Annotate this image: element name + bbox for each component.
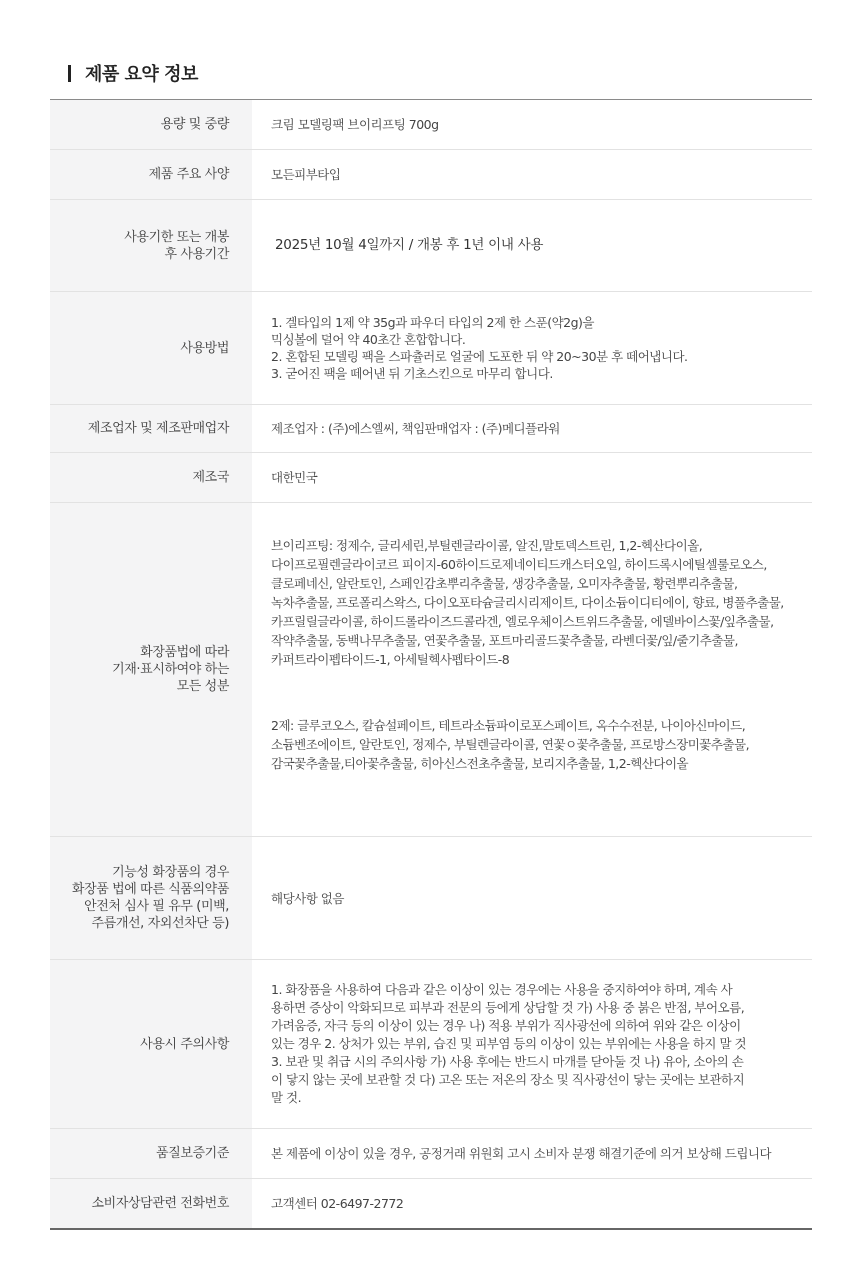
table-row-quality (50, 1129, 812, 1179)
row-value-container (252, 200, 812, 291)
table-row-capacity (50, 100, 812, 150)
row-value: 2025년 10월 4일까지 / 개봉 후 1년 이내 사용 (275, 237, 544, 253)
row-label: 사용시 주의사항 (50, 960, 252, 1128)
table-row-expiry (50, 200, 812, 292)
row-value: 해당사항 없음 (271, 890, 344, 906)
row-label: 사용방법 (50, 292, 252, 404)
table-row-caution (50, 960, 812, 1129)
table-row-manufacturer (50, 405, 812, 453)
row-label: 화장품법에 따라 기재·표시하여야 하는 모든 성분 (50, 503, 252, 836)
row-label: 소비자상담관련 전화번호 (50, 1179, 252, 1228)
row-value: 모든피부타입 (271, 167, 341, 182)
row-label: 품질보증기준 (50, 1129, 252, 1178)
row-label: 용량 및 중량 (50, 100, 252, 149)
ingredients-block (271, 519, 831, 790)
ingredients-part2: 2제: 글루코오스, 칼슘설페이트, 테트라소듐파이로포스페이트, 옥수수전분, 나이아신마이드, 소듐벤조에이트, 알란토인, 정제수, 부틸렌글라이콜, 연꽃ㅇ꽃추출물, 프로방스장미꽃추출물, 감국꽃추출물,티아꽃추출물, 히아신스전초추출물, 보리지추출물, 1,2-헥산다이올 (271, 718, 750, 771)
product-info-table (50, 99, 812, 1230)
section-header-bar (68, 65, 71, 82)
table-row-country (50, 453, 812, 503)
row-value-container (252, 503, 831, 836)
row-value: 크림 모델링팩 브이리프팅 700g (271, 117, 439, 132)
section-header (68, 56, 198, 90)
table-row-usage (50, 292, 812, 405)
ingredients-part1: 브이리프팅: 정제수, 글리세린,부틸렌글라이콜, 알진,말토덱스트린, 1,2-헥산다이올, 다이프로필렌글라이코르 피이지-60하이드로제네이티드캐스터오일, 하이드록시에틸셀룰로오스, 클로페네신, 알란토인, 스페인감초뿌리추출물, 생강추출물, 오미자추출물, 황련뿌리추출물, 녹차추출물, 프로폴리스왁스, 다이오포타슘글리시리제이트, 다이소듐이디티에이, 향료, 병풀추출물, 카프릴릴글라이콜, 하이드롤라이즈드콜라겐, 엘로우체이스트위드추출물, 에델바이스꽃/잎추출물, 작약추출물, 동백나무추출물, 연꽃추출물, 포트마리골드꽃추출물, 라벤더꽃/잎/줄기추출물, 카퍼트라이펩타이드-1, 아세틸헥사펩타이드-8 (271, 538, 784, 667)
row-value: 제조업자 : (주)에스엘씨, 책임판매업자 : (주)메디플라워 (271, 421, 560, 436)
table-row-spec (50, 150, 812, 200)
row-label: 기능성 화장품의 경우 화장품 법에 따른 식품의약품 안전처 심사 필 유무 (미백, 주름개선, 자외선차단 등) (50, 837, 252, 959)
section-title: 제품 요약 정보 (85, 64, 198, 85)
row-value: 1. 화장품을 사용하여 다음과 같은 이상이 있는 경우에는 사용을 중지하여야 하며, 계속 사 용하면 증상이 악화되므로 피부과 전문의 등에게 상담할 것 가) 사용 중 붉은 반점, 부어오름, 가려움증, 자극 등의 이상이 있는 경우 나) 적용 부위가 직사광선에 의하여 위와 같은 이상이 있는 경우 2. 상처가 있는 부위, 습진 및 피부염 등의 이상이 있는 부위에는 사용을 하지 말 것 3. 보관 및 취급 시의 주의사항 가) 사용 후에는 반드시 마개를 닫아둘 것 나) 유아, 소아의 손 이 닿지 않는 곳에 보관할 것 다) 고온 또는 저온의 장소 및 직사광선이 닿는 곳에는 보관하지 말 것. (271, 982, 747, 1105)
table-row-functional (50, 837, 812, 960)
table-row-contact (50, 1179, 812, 1228)
row-value: 1. 겔타입의 1제 약 35g과 파우더 타입의 2제 한 스푼(약2g)을 믹싱볼에 덜어 약 40초간 혼합합니다. 2. 혼합된 모델링 팩을 스파츌러로 얼굴에 도포한 뒤 약 20~30분 후 떼어냅니다. 3. 굳어진 팩을 떼어낸 뒤 기초스킨으로 마무리 합니다. (271, 315, 688, 381)
row-value: 대한민국 (271, 470, 318, 485)
row-value: 고객센터 02-6497-2772 (271, 1196, 404, 1211)
row-label: 제조국 (50, 453, 252, 502)
row-label: 사용기한 또는 개봉 후 사용기간 (50, 200, 252, 291)
row-label: 제품 주요 사양 (50, 150, 252, 199)
row-value: 본 제품에 이상이 있을 경우, 공정거래 위원회 고시 소비자 분쟁 해결기준에 의거 보상해 드립니다 (271, 1146, 772, 1161)
table-row-ingredients (50, 503, 812, 837)
row-label: 제조업자 및 제조판매업자 (50, 405, 252, 452)
